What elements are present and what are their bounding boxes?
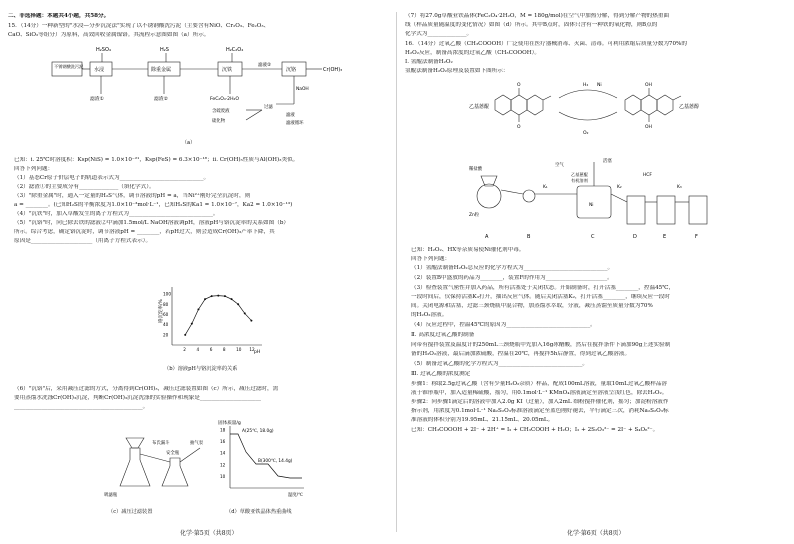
flow-filter: 过滤 [264,105,273,110]
q16-step1-line1: 步骤1：称取2.5g过氧乙酸（含有少量H₂O₂杂质）样品，配成100mL溶液，量取10mL过氧乙酸样品溶 [411,381,668,387]
chart-b-ylabel: 铬沉淀率/% [159,299,164,323]
chart-b-xtick: 12 [249,347,255,352]
apparatus-c: C [591,234,595,240]
scheme-left-label: 乙基蒽醌 [469,104,490,110]
scheme-ni: Ni [597,83,602,88]
q16-part4: （4）反应过程中，控温45℃的原因为______________________________。 [411,322,596,328]
h2o2-apparatus [467,146,727,242]
chart-d-ytick: 12 [220,462,226,468]
chart-b-point [244,312,246,314]
q16-step1-line2: 液于锥形瓶中，加入适量稀硫酸，摇匀，用0.1mol·L⁻¹ KMnO₄溶液滴定至溶液呈浅红色，除去H₂O₂。 [411,390,668,396]
q16-section1-title: Ⅰ. 氢醌法制备H₂O₂ [405,59,453,65]
q16-part5: （5）制备过氧乙酸的化学方程式为______________________________。 [411,361,588,367]
reagent-h2s: H₂S [160,47,169,53]
chart-d-point-b: B(300℃, 14.4g) [258,459,293,464]
apparatus-k1: K₁ [543,185,548,190]
q16-intro-line1: 16．（14分）过氧乙酸（CH₃COOOH）广泛使用在医疗器械消毒、灭菌、清毒。可利用浓缩后质量分数为70%的 [405,41,687,47]
process-flowchart [50,44,370,148]
q16-part3-line3: 间。关闭电源和活塞，过滤三颈烧瓶中混合物，加蒸馏水萃取，分液，减压蒸馏至质量分数为70% [411,303,653,309]
chart-d-curve [230,434,302,478]
apparatus-f: F [695,234,698,240]
left-page-footer: 化学·第5页（共8页） [180,530,238,537]
q15-part5-line1: （5）"沉铬"时，向已除去铁的滤液②中滴加1.5mol/L NaOH溶液调pH，溶液pH与铬沉淀率的关系如图（b） [14,220,290,226]
q15-intro-line1: 15．（14分）一种新型的"水浸—分步沉淀法"实现了以不锈钢酸洗污泥（主要含有NiO、Cr₂O₃、Fe₂O₃、 [8,23,270,29]
apparatus-ethyl: 乙基蒽醌 [571,172,588,177]
q15-part3-line1: （3）"除重金属"时，通入一定量的H₂S气体，调节溶液的pH = a，当Ni²⁺刚好完全沉淀时，则 [14,193,251,199]
chart-b-point [184,334,186,336]
flow-naoh: NaOH [296,87,309,92]
q15-part2: （2）滤渣①的主要成分有______________（填化学式）。 [14,184,155,190]
flow-recycle: 滤液循环 [286,121,304,126]
flow-residue2: 滤渣② [154,97,168,102]
chart-d-ytick: 10 [220,473,226,479]
chart-b-ytick: 40 [163,322,169,328]
flow-label-remove-metal: 除重金属 [151,67,172,73]
q16-part1: （1）氢醌法制备H₂O₂总反应的化学方程式为______________________________。 [411,265,614,271]
fig-c-caption: （c）减压过滤装置 [108,509,153,515]
chart-d-caption: （d）草酸亚铁晶体热重曲线 [226,509,292,515]
reagent-h2c2o4: H₂C₂O₄ [226,47,244,53]
chart-b-xtick: 6 [209,347,213,352]
scheme-right-label: 乙基蒽醇 [679,104,700,110]
q15-part6-line3: ______________________________________________。 [14,404,149,410]
chart-b-point [191,323,193,325]
chart-b-ytick: 20 [163,332,169,338]
fig-a-caption: （a） [182,140,196,146]
flow-label-iron-ppt: 沉铁 [222,67,233,73]
q16-given: 已知：H₂O₂、HX等杂质易使Ni催化剂中毒。 [411,247,525,253]
chart-b-ytick: 60 [163,311,169,317]
q15-answer-prompt: 回答下列问题： [14,166,54,172]
scheme-o2: O₂ [583,131,589,136]
q16-part2: （2）装置B中盛放的药品为________，装置F的作用为______________________。 [411,275,613,281]
svg-text:O: O [517,83,521,88]
apparatus-d: D [633,234,637,240]
chart-b-point [224,295,226,297]
chart-b-xtick: 4 [196,347,200,352]
chart-d-ytick: 14 [220,450,226,456]
q15-intro-line2: CaO、SiO₂等组分）为原料，高效回收金属镍铬。其流程示意图如图（a）所示。 [8,32,210,38]
q15-part6-line1: （6）"沉铬"后，采用减压过滤的方式，分离得到Cr(OH)₃，减压过滤装置如图（c）所示，减压过滤时，需 [14,386,279,392]
chart-b-xtick: 2 [183,347,186,352]
q16-step2-line1: 步骤2：向步骤1滴定后的溶液中加入2.0g KI（过量），加入2mL 细粉搅拌催化剂，摇匀；加淀粉溶液作 [411,399,669,405]
chart-b-point [211,295,213,297]
flow-label-chromium-ppt: 沉铬 [286,67,297,73]
section-heading: 二、非选择题：本题共4小题，共58分。 [8,13,110,19]
apparatus-ni: Ni [589,203,594,208]
q15-part5-line2: 所示。综合考虑，确定铬沉淀时，调节溶液pH = ________，若pH过大，则会造成Cr(OH)₃产率下降，其 [14,229,275,235]
flow-iron-oxalate: FeC₂O₄·2H₂O [210,97,240,102]
q16-section2-line2: 备的H₂O₂溶液，最后滴加浓硫酸，控温在20℃，再搅拌5h后静置，得到过氧乙酸溶液。 [411,351,631,357]
q16-section2-title: Ⅱ. 高浓度过氧乙酸的制备 [411,332,475,338]
q15-part5-line3: 原因是______________________（用离子方程式表示）。 [14,238,152,244]
q16-part3-line2: 一段时间后，仅保持活塞K₃打开，抽出反应气体。随后关闭活塞K₂，打开活塞________，继续反应一段时 [411,294,670,300]
q15-part6-line2: 要用蒸馏水洗涤Cr(OH)₃沉淀，判断Cr(OH)₃沉淀洗涤的实验操作和现象是______________________ [14,395,262,401]
q15-part7-line1: （7）将27.0g草酸亚铁晶体(FeC₂O₄·2H₂O，M = 180g/mol)在空气中加热分解，得到分解产物的热重曲 [405,13,670,19]
apparatus-k3: K₃ [677,185,682,190]
flow-label-product: Cr(OH)₃ [323,67,343,73]
q16-known-equations: 已知：CH₃COOOH + 2I⁻ + 2H⁺ = I₂ + CH₃COOH + H₂O；I₂ + 2S₂O₃²⁻ = 2I⁻ + S₄O₆²⁻。 [411,427,659,433]
chart-b-point [197,308,199,310]
chart-b-point [231,298,233,300]
chart-b-point [237,303,239,305]
chart-d-xlabel: 温度/℃ [288,493,303,498]
q15-part7-line3: 化学式为______________。 [405,31,473,37]
right-page [397,0,794,544]
chart-b-point [250,320,252,322]
q16-section2-line1: 向带有搅拌装置及温度计的250mL三颈烧瓶中先加入16g冰醋酸，然后在搅拌条件下滴加90g上述实验制 [411,342,671,348]
anthraquinone-scheme [467,78,717,144]
chart-b-xlabel: pH [254,350,261,355]
apparatus-label-funnel: 布氏漏斗 [152,441,170,446]
chart-b-caption: （b）溶液pH与铬沉淀率的关系 [164,366,238,372]
q16-part3-line4: 的H₂O₂溶液。 [411,312,448,318]
svg-text:OH: OH [645,125,652,130]
apparatus-hcf: HCF [643,173,652,178]
chart-b-ytick: 100 [163,291,171,297]
q15-part7-line2: 线（样品质量随温度的变化情况）如图（d）所示。其中B点时，固体只含有一种铁的氧化物，则B点的 [405,22,658,28]
q16-step2-line3: 准溶液的体积分别为19.95mL、21.15mL、20.05mL。 [411,417,554,423]
apparatus-label-flask: 吸滤瓶 [104,493,118,498]
scheme-h2: H₂ [583,83,589,88]
apparatus-zn: Zn粒 [469,213,480,218]
q16-intro-line2: H₂O₂反应，制备高浓度的过氧乙酸（CH₃COOOH）。 [405,50,540,56]
right-page-footer: 化学·第6页（共8页） [567,530,625,537]
chart-b-point [217,295,219,297]
flow-sulfide: 硫化物 [212,119,226,124]
q16-step2-line2: 指示剂，用浓度为0.1mol·L⁻¹ Na₂S₂O₃标准溶液滴定至蓝色刚好褪去，平行滴定三次，消耗Na₂S₂O₃标 [411,408,669,414]
q15-part3-line2: a = ________。(已知H₂S的平衡浓度为1.0×10⁻³mol·L⁻¹，已知H₂S的Ka1 = 1.0×10⁻⁷，Ka2 = 1.0×10⁻¹³) [14,202,293,208]
svg-text:OH: OH [645,83,652,88]
apparatus-label-pump: 抽气泵 [190,441,204,446]
q16-section3-title: Ⅲ. 过氧乙酸的浓度测定 [411,371,471,377]
q15-part4: （4）"沉铁"时，加入草酸发生的离子方程式为______________________________。 [14,211,219,217]
flow-residue1: 滤渣① [90,97,104,102]
chart-thermogravimetric [212,418,312,502]
apparatus-a: A [485,234,489,240]
flow-filtrate: 滤液 [286,113,295,118]
svg-text:O: O [517,125,521,130]
chart-b-point [204,298,206,300]
apparatus-solvent: 有机溶剂 [571,178,588,183]
chart-d-ytick: 16 [220,439,226,445]
vacuum-filtration-apparatus [100,418,210,506]
q15-given: 已知：i. 25℃时溶度积：Ksp(NiS) = 1.0×10⁻²¹，Ksp(FeS) = 6.3×10⁻¹⁸；ii. Cr(OH)₃性质与Al(OH)₃类似。 [14,157,299,163]
apparatus-dilute-acid: 稀盐酸 [469,167,483,172]
apparatus-label-safety: 安全瓶 [166,451,180,456]
flow-label-leach: 水浸 [94,67,105,73]
chart-d-point-a: A(25℃, 18.0g) [242,429,274,434]
q16-section1-intro: 氢醌法制备H₂O₂原理及装置如下图所示： [405,68,509,74]
apparatus-e: E [663,234,667,240]
q16-answer-prompt: 回答下列问题： [411,256,451,262]
reagent-h2so4: H₂SO₄ [96,47,111,53]
flow-label-filtrate2: 滤液② [258,63,272,68]
apparatus-valve: 活塞 [603,159,612,164]
q16-part3-line1: （3）检查装置气密性并加入药品，所有活塞处于关闭状态。开始制备时，打开活塞________，控温45℃， [411,285,675,291]
chart-b-xtick: 8 [222,347,226,352]
chart-b-xtick: 10 [236,347,242,352]
q15-part1: （1）基态Cr原子价层电子的轨道表示式为______________________________。 [14,175,210,181]
chart-ph-precipitation [150,283,270,363]
apparatus-air: 空气 [555,163,564,168]
apparatus-k2: K₂ [617,185,622,190]
chart-b-ytick: 80 [163,301,169,307]
flow-label-sludge: 不锈钢酸洗污泥 [54,64,84,69]
flow-waste-s: 含硫废液 [212,109,230,114]
apparatus-b: B [527,234,531,240]
chart-d-title: 固体质量/g [218,421,241,426]
chart-d-ytick: 18 [220,427,226,433]
